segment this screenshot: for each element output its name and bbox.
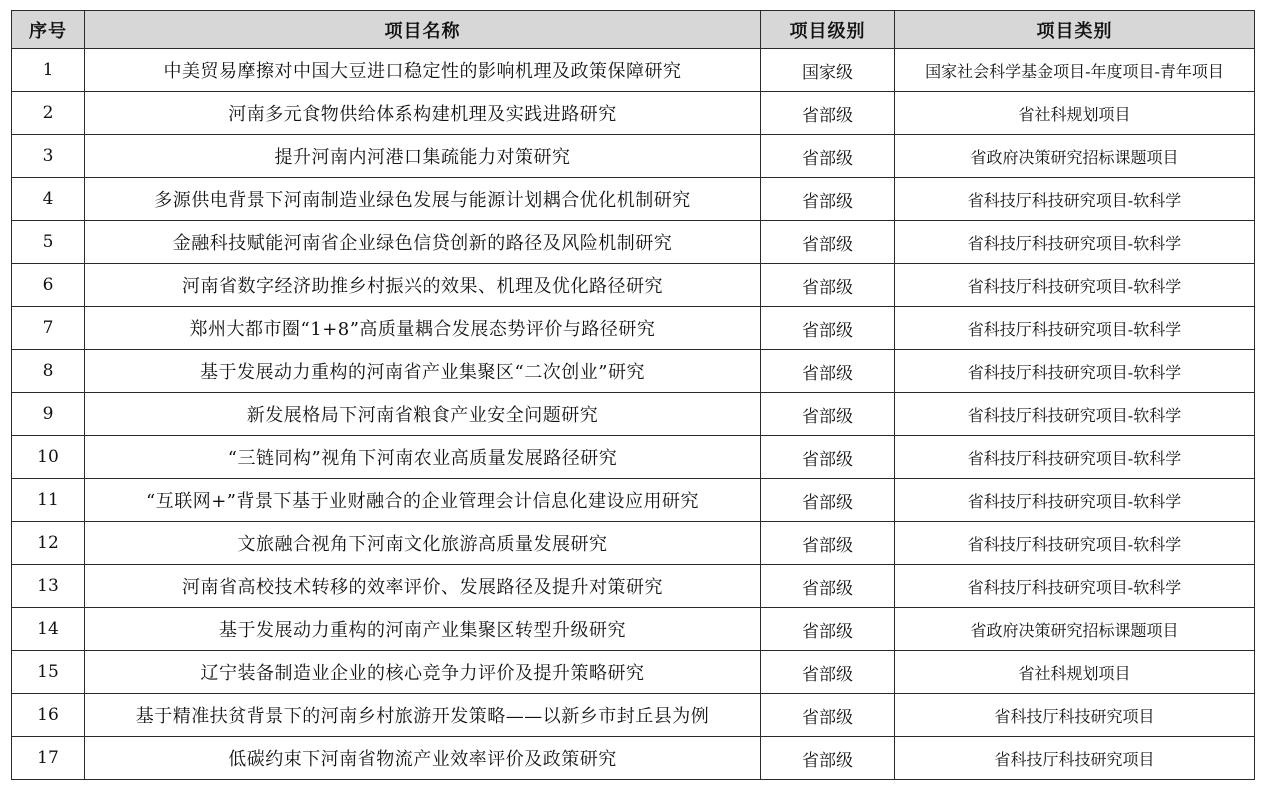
cell-index: 1 <box>12 49 85 92</box>
cell-project-name: 提升河南内河港口集疏能力对策研究 <box>85 135 761 178</box>
cell-index: 2 <box>12 92 85 135</box>
cell-index: 12 <box>12 522 85 565</box>
table-row <box>12 221 1255 264</box>
cell-project-level: 省部级 <box>761 92 895 135</box>
cell-project-name: 基于精准扶贫背景下的河南乡村旅游开发策略——以新乡市封丘县为例 <box>85 694 761 737</box>
table-row <box>12 92 1255 135</box>
cell-project-name: 郑州大都市圈“1+8”高质量耦合发展态势评价与路径研究 <box>85 307 761 350</box>
table-body <box>12 49 1255 780</box>
table-row <box>12 737 1255 780</box>
cell-project-level: 省部级 <box>761 479 895 522</box>
cell-project-level: 省部级 <box>761 522 895 565</box>
cell-project-name: 辽宁装备制造业企业的核心竞争力评价及提升策略研究 <box>85 651 761 694</box>
cell-index: 15 <box>12 651 85 694</box>
cell-project-level: 省部级 <box>761 608 895 651</box>
table-row <box>12 49 1255 92</box>
cell-index: 16 <box>12 694 85 737</box>
cell-project-name: 多源供电背景下河南制造业绿色发展与能源计划耦合优化机制研究 <box>85 178 761 221</box>
cell-index: 14 <box>12 608 85 651</box>
cell-index: 7 <box>12 307 85 350</box>
table-row <box>12 307 1255 350</box>
cell-project-level: 国家级 <box>761 49 895 92</box>
cell-index: 3 <box>12 135 85 178</box>
cell-index: 10 <box>12 436 85 479</box>
cell-index: 8 <box>12 350 85 393</box>
cell-index: 9 <box>12 393 85 436</box>
cell-index: 13 <box>12 565 85 608</box>
cell-project-type: 省科技厅科技研究项目-软科学 <box>895 522 1255 565</box>
header-index: 序号 <box>12 11 85 49</box>
cell-project-name: 新发展格局下河南省粮食产业安全问题研究 <box>85 393 761 436</box>
cell-project-level: 省部级 <box>761 694 895 737</box>
cell-project-name: 中美贸易摩擦对中国大豆进口稳定性的影响机理及政策保障研究 <box>85 49 761 92</box>
cell-project-type: 省科技厅科技研究项目 <box>895 694 1255 737</box>
cell-project-level: 省部级 <box>761 651 895 694</box>
cell-project-type: 省科技厅科技研究项目-软科学 <box>895 307 1255 350</box>
cell-index: 17 <box>12 737 85 780</box>
cell-project-type: 省科技厅科技研究项目-软科学 <box>895 393 1255 436</box>
cell-project-level: 省部级 <box>761 135 895 178</box>
cell-project-level: 省部级 <box>761 436 895 479</box>
cell-project-level: 省部级 <box>761 350 895 393</box>
cell-index: 11 <box>12 479 85 522</box>
cell-index: 5 <box>12 221 85 264</box>
cell-project-type: 省科技厅科技研究项目-软科学 <box>895 479 1255 522</box>
cell-project-type: 省科技厅科技研究项目 <box>895 737 1255 780</box>
table-header <box>12 11 1255 49</box>
cell-index: 6 <box>12 264 85 307</box>
table-row <box>12 694 1255 737</box>
cell-project-level: 省部级 <box>761 264 895 307</box>
cell-project-type: 省科技厅科技研究项目-软科学 <box>895 350 1255 393</box>
table-row <box>12 393 1255 436</box>
cell-project-type: 省科技厅科技研究项目-软科学 <box>895 178 1255 221</box>
cell-project-name: 基于发展动力重构的河南省产业集聚区“二次创业”研究 <box>85 350 761 393</box>
cell-project-level: 省部级 <box>761 737 895 780</box>
cell-project-type: 省科技厅科技研究项目-软科学 <box>895 565 1255 608</box>
cell-project-name: 河南多元食物供给体系构建机理及实践进路研究 <box>85 92 761 135</box>
cell-project-type: 国家社会科学基金项目-年度项目-青年项目 <box>895 49 1255 92</box>
cell-project-name: 文旅融合视角下河南文化旅游高质量发展研究 <box>85 522 761 565</box>
cell-project-name: 低碳约束下河南省物流产业效率评价及政策研究 <box>85 737 761 780</box>
table-row <box>12 479 1255 522</box>
table-row <box>12 350 1255 393</box>
table-row <box>12 608 1255 651</box>
cell-index: 4 <box>12 178 85 221</box>
cell-project-level: 省部级 <box>761 393 895 436</box>
cell-project-name: 河南省数字经济助推乡村振兴的效果、机理及优化路径研究 <box>85 264 761 307</box>
table-row <box>12 565 1255 608</box>
cell-project-type: 省政府决策研究招标课题项目 <box>895 608 1255 651</box>
cell-project-level: 省部级 <box>761 221 895 264</box>
cell-project-level: 省部级 <box>761 565 895 608</box>
cell-project-type: 省科技厅科技研究项目-软科学 <box>895 436 1255 479</box>
header-project-name: 项目名称 <box>85 11 761 49</box>
cell-project-name: “互联网+”背景下基于业财融合的企业管理会计信息化建设应用研究 <box>85 479 761 522</box>
cell-project-name: 基于发展动力重构的河南产业集聚区转型升级研究 <box>85 608 761 651</box>
cell-project-type: 省政府决策研究招标课题项目 <box>895 135 1255 178</box>
cell-project-type: 省科技厅科技研究项目-软科学 <box>895 264 1255 307</box>
cell-project-name: 金融科技赋能河南省企业绿色信贷创新的路径及风险机制研究 <box>85 221 761 264</box>
cell-project-type: 省科技厅科技研究项目-软科学 <box>895 221 1255 264</box>
header-project-level: 项目级别 <box>761 11 895 49</box>
cell-project-level: 省部级 <box>761 307 895 350</box>
cell-project-type: 省社科规划项目 <box>895 651 1255 694</box>
table-row <box>12 135 1255 178</box>
header-project-type: 项目类别 <box>895 11 1255 49</box>
table-row <box>12 436 1255 479</box>
cell-project-name: 河南省高校技术转移的效率评价、发展路径及提升对策研究 <box>85 565 761 608</box>
cell-project-name: “三链同构”视角下河南农业高质量发展路径研究 <box>85 436 761 479</box>
cell-project-level: 省部级 <box>761 178 895 221</box>
header-row <box>12 11 1255 49</box>
table-row <box>12 264 1255 307</box>
table-row <box>12 651 1255 694</box>
table-row <box>12 178 1255 221</box>
cell-project-type: 省社科规划项目 <box>895 92 1255 135</box>
project-table <box>11 10 1255 780</box>
table-row <box>12 522 1255 565</box>
